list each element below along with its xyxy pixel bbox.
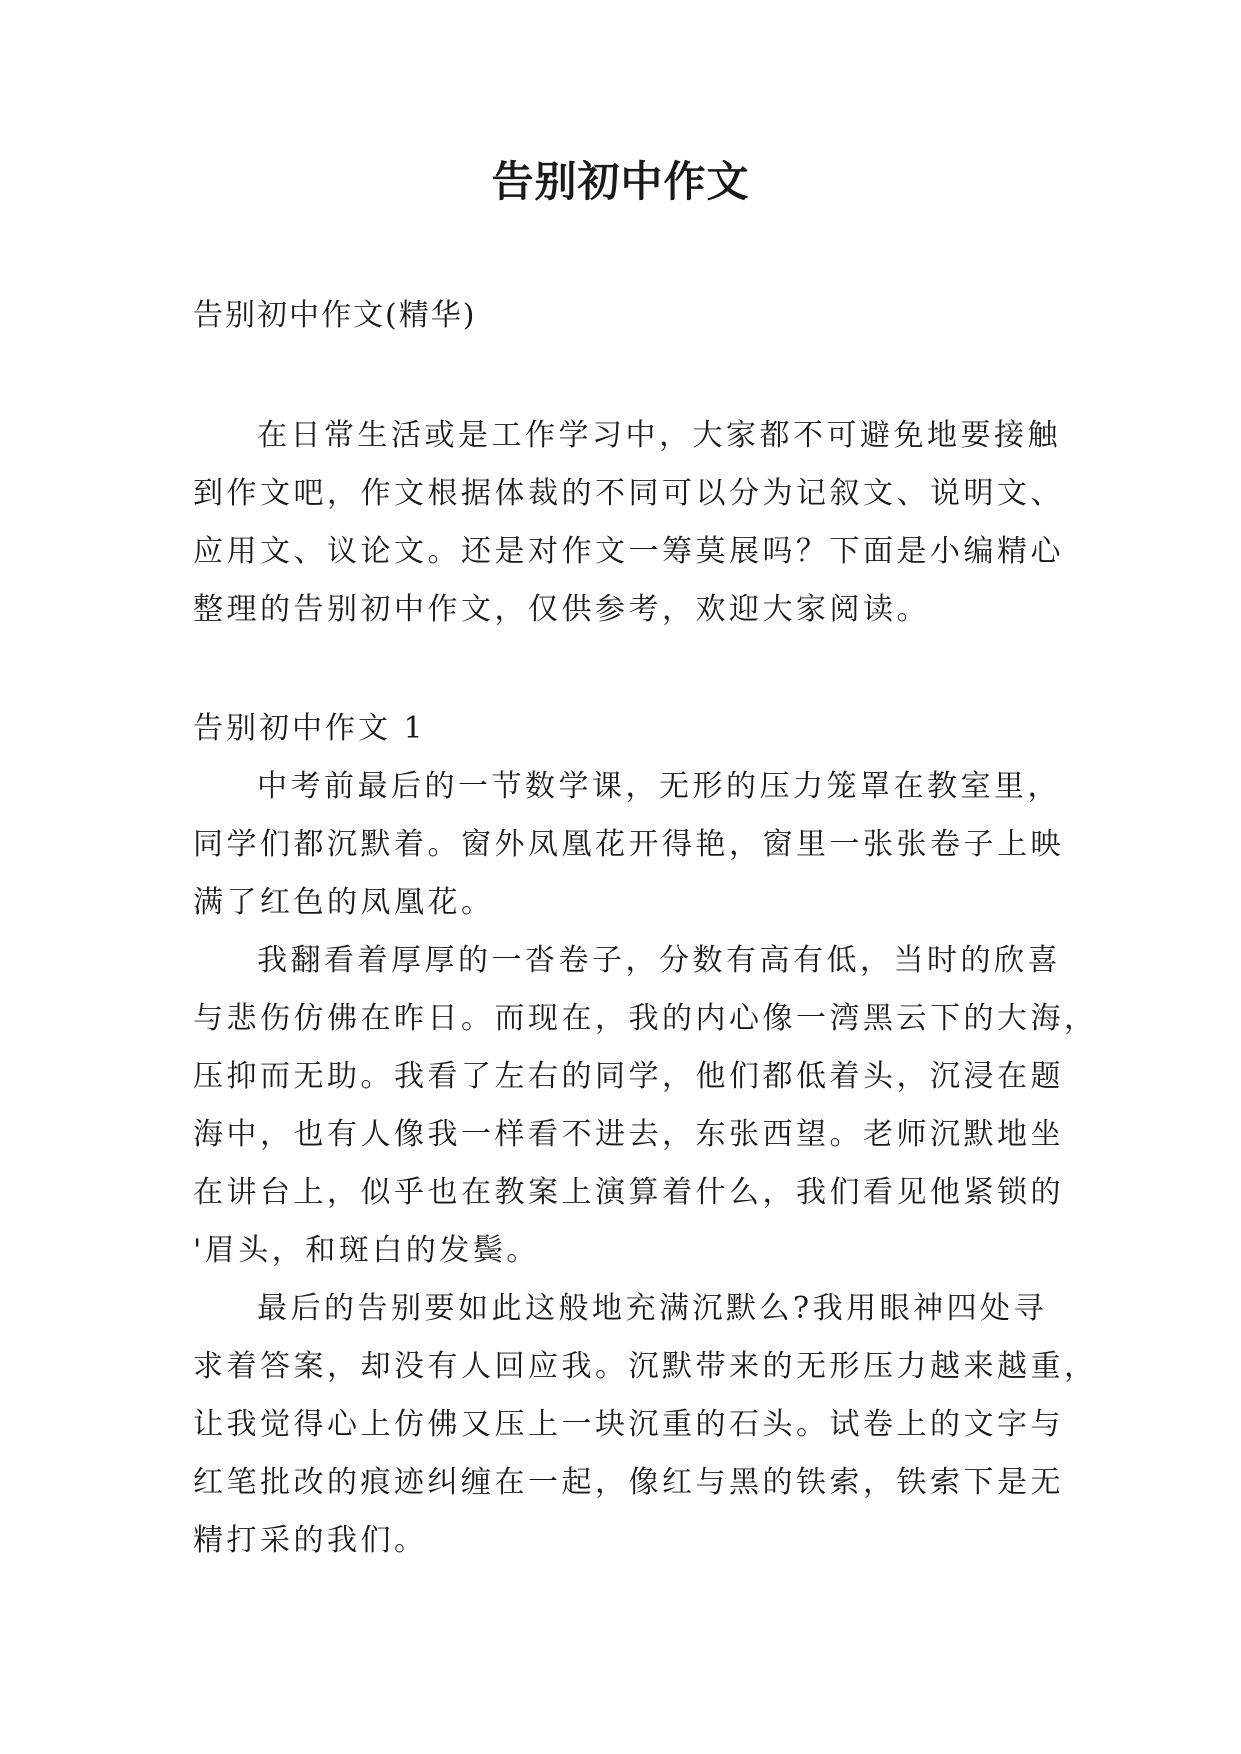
paragraph-line: 中考前最后的一节数学课，无形的压力笼罩在教室里， [257, 769, 1061, 804]
paragraph-line: 红笔批改的痕迹纠缠在一起，像红与黑的铁索，铁索下是无 [193, 1465, 1064, 1500]
essay-heading: 告别初中作文 1 [193, 711, 426, 746]
paragraph-line: 海中，也有人像我一样看不进去，东张西望。老师沉默地坐 [193, 1117, 1064, 1152]
intro-line: 到作文吧，作文根据体裁的不同可以分为记叙文、说明文、 [193, 476, 1064, 511]
intro-line: 应用文、议论文。还是对作文一筹莫展吗？下面是小编精心 [193, 534, 1064, 569]
essay-paragraph [193, 758, 1073, 932]
paragraph-line: 让我觉得心上仿佛又压上一块沉重的石头。试卷上的文字与 [193, 1407, 1064, 1442]
intro-line: 在日常生活或是工作学习中，大家都不可避免地要接触 [257, 418, 1061, 453]
paragraph-line: 精打采的我们。 [193, 1523, 428, 1558]
essay-paragraph [193, 1280, 1098, 1570]
intro-line: 整理的告别初中作文，仅供参考，欢迎大家阅读。 [193, 592, 930, 627]
paragraph-line: 最后的告别要如此这般地充满沉默么?我用眼神四处寻 [257, 1291, 1048, 1326]
paragraph-line: 在讲台上，似乎也在教案上演算着什么，我们看见他紧锁的 [193, 1175, 1064, 1210]
paragraph-line: 我翻看着厚厚的一沓卷子，分数有高有低，当时的欣喜 [257, 943, 1061, 978]
essay-paragraph [193, 932, 1098, 1280]
paragraph-line: 同学们都沉默着。窗外凤凰花开得艳，窗里一张张卷子上映 [193, 827, 1064, 862]
paragraph-line: '眉头，和斑白的发鬓。 [193, 1233, 540, 1268]
intro-paragraph [193, 407, 1073, 639]
document-subtitle: 告别初中作文(精华) [193, 298, 477, 333]
document-title: 告别初中作文 [491, 157, 750, 206]
paragraph-line: 与悲伤仿佛在昨日。而现在，我的内心像一湾黑云下的大海， [193, 1001, 1098, 1036]
paragraph-line: 满了红色的凤凰花。 [193, 885, 495, 920]
paragraph-line: 压抑而无助。我看了左右的同学，他们都低着头，沉浸在题 [193, 1059, 1064, 1094]
paragraph-line: 求着答案，却没有人回应我。沉默带来的无形压力越来越重， [193, 1349, 1098, 1384]
essay-body [193, 700, 1098, 1570]
